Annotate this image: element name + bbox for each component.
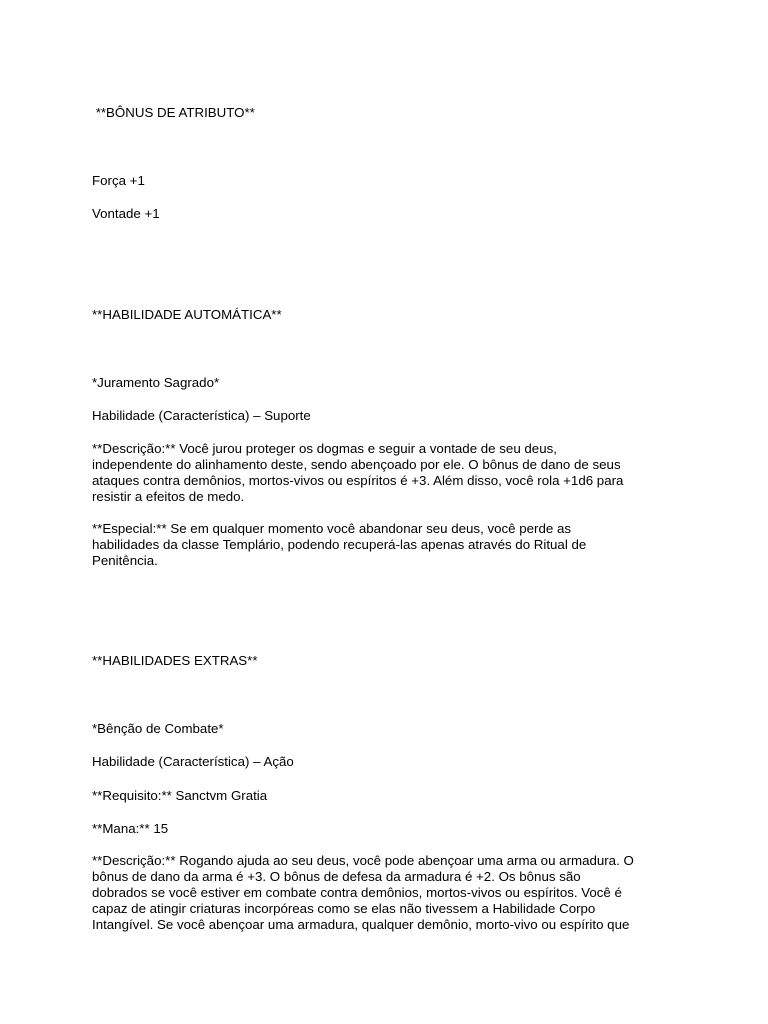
heading-habilidades-extras: **HABILIDADES EXTRAS** (92, 653, 258, 668)
heading-habilidade-automatica: **HABILIDADE AUTOMÁTICA** (92, 307, 282, 322)
text-line: bônus de dano da arma é +3. O bônus de defesa da armadura é +2. Os bônus são (92, 869, 581, 884)
text-line: ataques contra demônios, mortos-vivos ou espíritos é +3. Além disso, você rola +1d6 para (92, 473, 624, 488)
text-line: resistir a efeitos de medo. (92, 489, 245, 504)
text-line: Intangível. Se você abençoar uma armadura, qualquer demônio, morto-vivo ou espírito que (92, 917, 630, 932)
ability-type-juramento: Habilidade (Característica) – Suporte (92, 408, 311, 423)
text-line: capaz de atingir criaturas incorpóreas como se elas não tivessem a Habilidade Corpo (92, 901, 596, 916)
ability-requisito-bencao: **Requisito:** Sanctvm Gratia (92, 788, 268, 803)
ability-description-juramento (92, 441, 682, 505)
ability-name-juramento: *Juramento Sagrado* (92, 375, 220, 390)
text-line: **Descrição:** Você jurou proteger os dogmas e seguir a vontade de seu deus, (92, 441, 557, 456)
text-line: Penitência. (92, 553, 158, 568)
ability-mana-bencao: **Mana:** 15 (92, 821, 169, 836)
text-line: dobrados se você estiver em combate contra demônios, mortos-vivos ou espíritos. Você é (92, 885, 622, 900)
attribute-vontade: Vontade +1 (92, 206, 160, 221)
ability-description-bencao (92, 853, 682, 933)
ability-name-bencao: *Bênção de Combate* (92, 721, 224, 736)
text-line: **Descrição:** Rogando ajuda ao seu deus, você pode abençoar uma arma ou armadura. O (92, 853, 634, 868)
text-line: independente do alinhamento deste, sendo abençoado por ele. O bônus de dano de seus (92, 457, 621, 472)
attribute-forca: Força +1 (92, 173, 145, 188)
text-line: **Especial:** Se em qualquer momento você abandonar seu deus, você perde as (92, 521, 571, 536)
ability-type-bencao: Habilidade (Característica) – Ação (92, 754, 294, 769)
heading-bonus-atributo: **BÔNUS DE ATRIBUTO** (92, 105, 255, 120)
ability-especial-juramento (92, 521, 682, 569)
text-line: habilidades da classe Templário, podendo recuperá-las apenas através do Ritual de (92, 537, 587, 552)
